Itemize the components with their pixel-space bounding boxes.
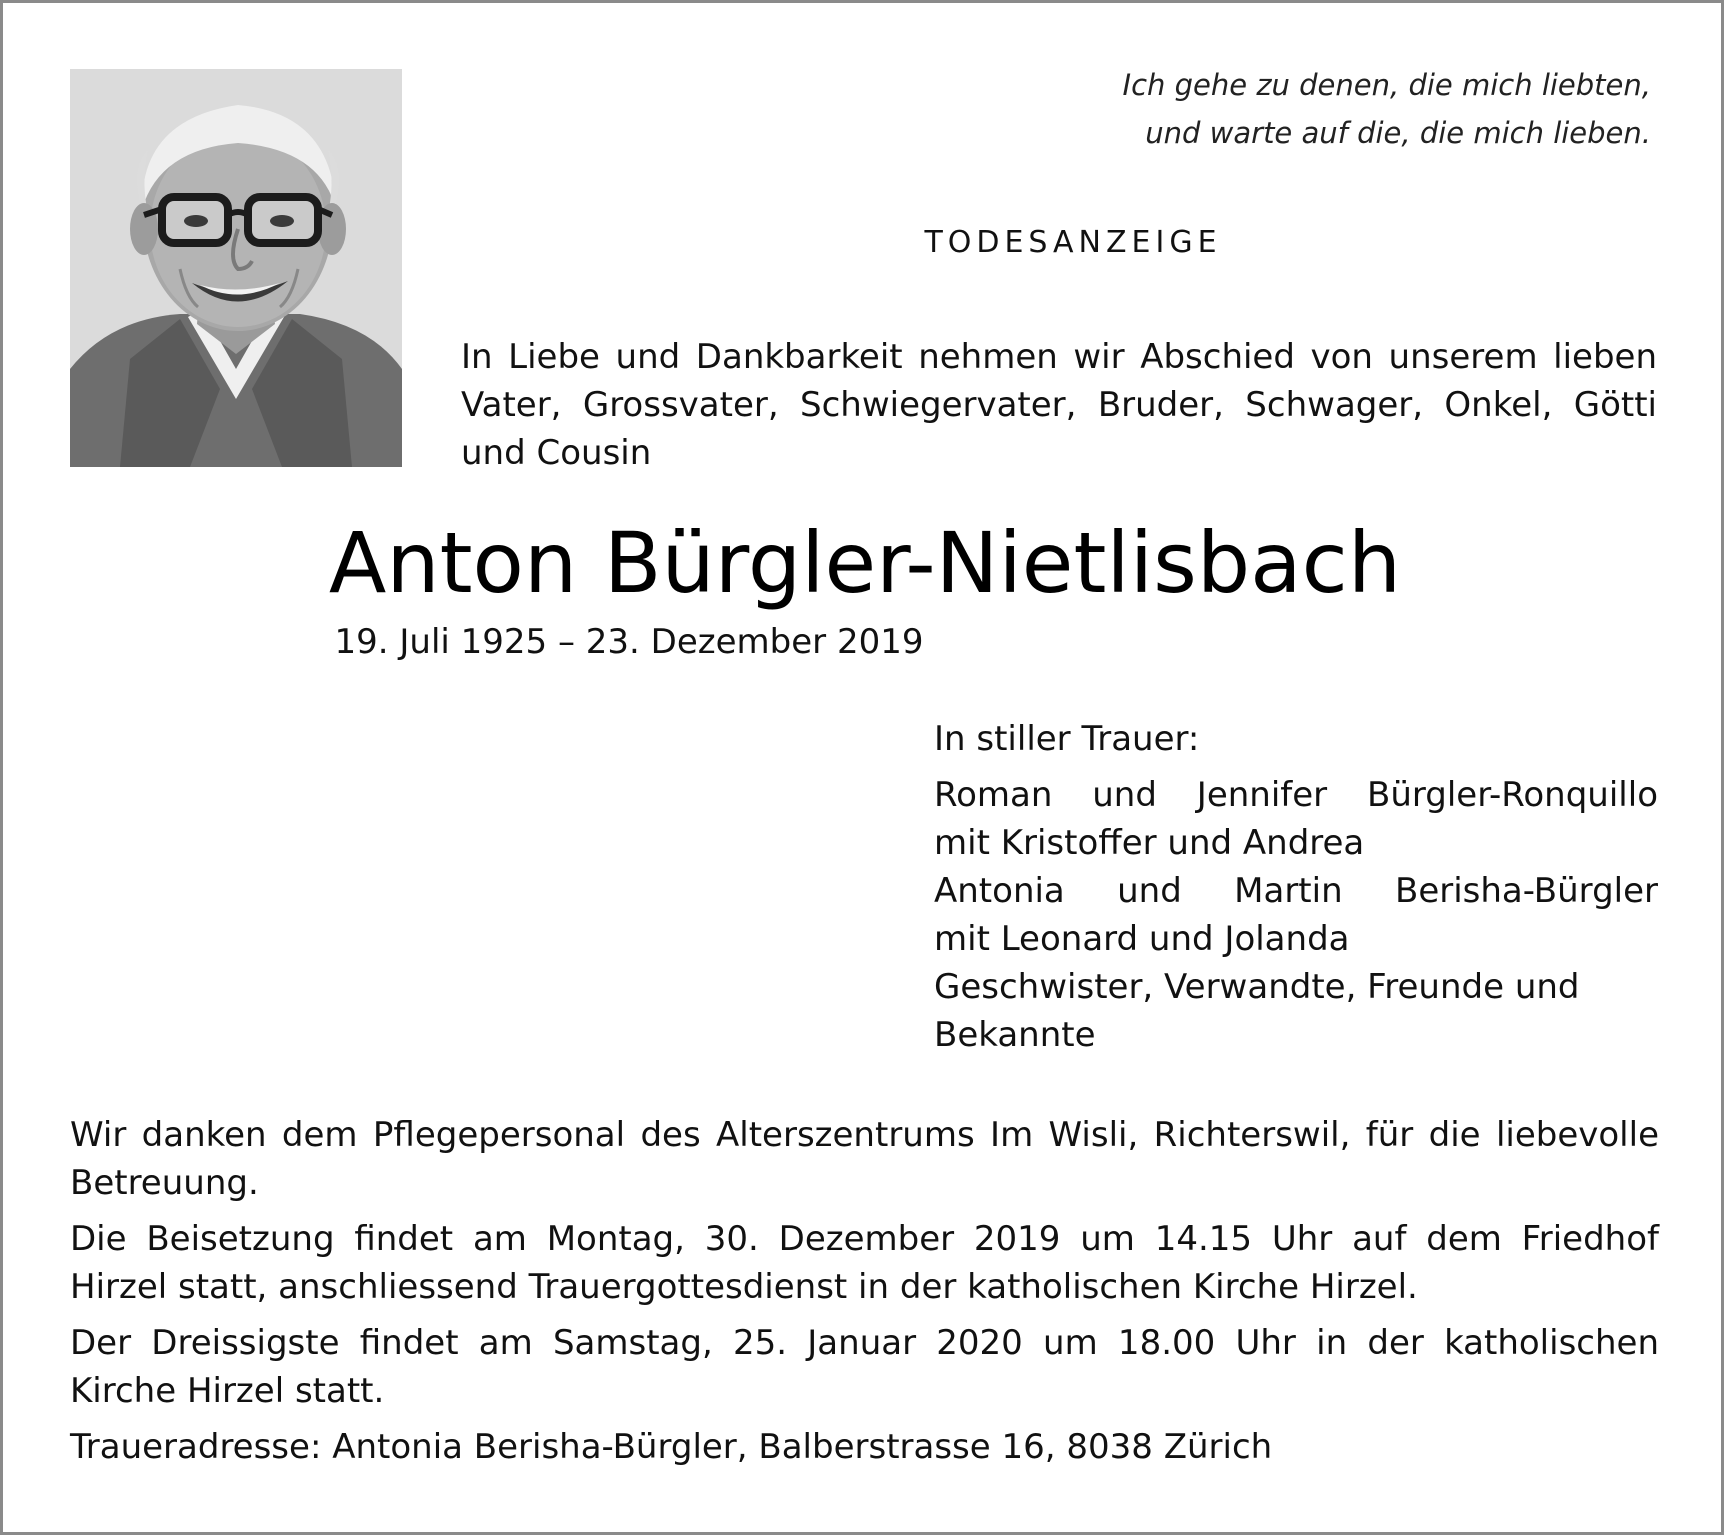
paragraph-line: Der Dreissigste findet am Samstag, 25. Januar 2020 um 18.00 Uhr in der katholischen: [70, 1323, 1659, 1363]
mourners-heading: In stiller Trauer:: [934, 719, 1200, 759]
mourners-block: [934, 715, 1658, 1059]
thirtieth-paragraph: [70, 1319, 1659, 1415]
paragraph-line: Die Beisetzung findet am Montag, 30. Dezember 2019 um 14.15 Uhr auf dem Friedhof: [70, 1219, 1659, 1259]
notice-details: [70, 1111, 1659, 1479]
notice-heading: TODESANZEIGE: [924, 225, 1222, 260]
thanks-paragraph: [70, 1111, 1659, 1207]
portrait-photo: [70, 69, 402, 467]
paragraph-line: Hirzel statt, anschliessend Trauergottesdienst in der katholischen Kirche Hirzel.: [70, 1267, 1418, 1307]
mourner-line: Antonia und Martin Berisha-Bürgler: [934, 871, 1658, 911]
mourner-line: Geschwister, Verwandte, Freunde und: [934, 967, 1580, 1007]
epigraph-quote: [1011, 61, 1651, 157]
burial-paragraph: [70, 1215, 1659, 1311]
intro-text: [461, 333, 1657, 477]
paragraph-line: Betreuung.: [70, 1163, 259, 1203]
deceased-name: Anton Bürgler-Nietlisbach: [328, 514, 1402, 612]
intro-line: Vater, Grossvater, Schwiegervater, Bruder, Schwager, Onkel, Götti: [461, 385, 1657, 425]
life-dates: 19. Juli 1925 – 23. Dezember 2019: [334, 622, 924, 662]
mourner-line: mit Kristoffer und Andrea: [934, 823, 1365, 863]
mourner-line: Bekannte: [934, 1015, 1096, 1055]
quote-line: Ich gehe zu denen, die mich liebten,: [1122, 68, 1651, 102]
intro-line: und Cousin: [461, 433, 652, 473]
paragraph-line: Kirche Hirzel statt.: [70, 1371, 385, 1411]
address-paragraph: [70, 1423, 1659, 1471]
portrait-icon: [70, 69, 402, 467]
mourner-line: mit Leonard und Jolanda: [934, 919, 1350, 959]
paragraph-line: Wir danken dem Pflegepersonal des Alterszentrums Im Wisli, Richterswil, für die liebevolle: [70, 1115, 1659, 1155]
mourner-line: Roman und Jennifer Bürgler-Ronquillo: [934, 775, 1658, 815]
mourning-address: Traueradresse: Antonia Berisha-Bürgler, Balberstrasse 16, 8038 Zürich: [70, 1427, 1273, 1467]
quote-line: und warte auf die, die mich lieben.: [1145, 116, 1651, 150]
intro-line: In Liebe und Dankbarkeit nehmen wir Abschied von unserem lieben: [461, 337, 1657, 377]
